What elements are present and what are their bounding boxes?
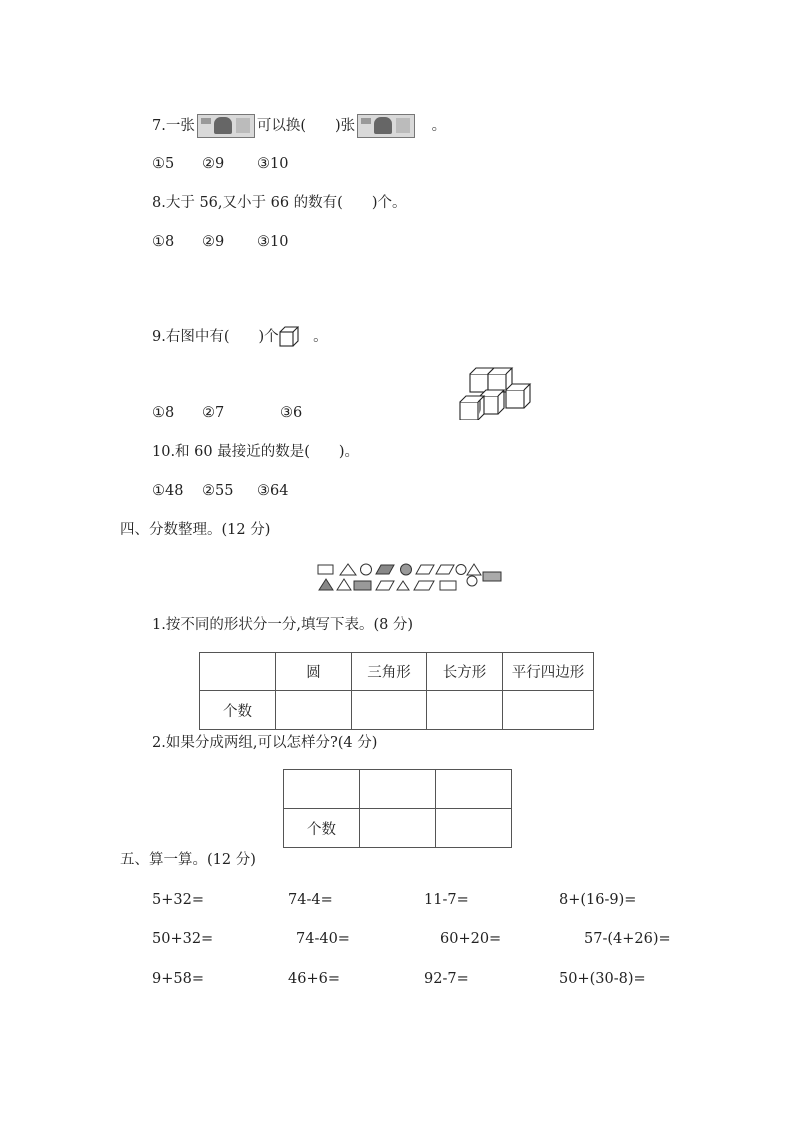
table-header-row — [200, 653, 594, 691]
calc-8: 57-(4+26)= — [584, 931, 671, 947]
cube-stack-figure — [458, 364, 532, 420]
question-7-middle: 可以换( )张 — [256, 118, 356, 134]
two-group-table — [283, 769, 512, 848]
calc-1: 5+32= — [152, 892, 204, 908]
calc-7: 60+20= — [440, 931, 502, 947]
option-1: ①48 — [152, 483, 184, 499]
question-9 — [152, 326, 328, 348]
calc-4: 8+(16-9)= — [559, 892, 637, 908]
answer-cell-parallelogram[interactable] — [503, 691, 594, 730]
option-3: ③6 — [280, 405, 303, 421]
table-header-cell — [200, 653, 276, 691]
table-row — [200, 691, 594, 730]
option-3: ③10 — [257, 234, 289, 250]
banknote-icon — [357, 114, 415, 138]
question-9-text: 9.右图中有( )个 — [152, 329, 279, 345]
banknote-icon — [197, 114, 255, 138]
question-7-suffix: 。 — [431, 118, 447, 134]
shape-count-table — [199, 652, 594, 730]
question-9-options — [152, 406, 302, 421]
calc-6: 74-40= — [296, 931, 350, 947]
question-7-prefix: 7.一张 — [152, 118, 195, 134]
calc-5: 50+32= — [152, 931, 214, 947]
group-1-header-cell[interactable] — [360, 770, 436, 809]
table-header-parallelogram: 平行四边形 — [503, 653, 594, 691]
answer-cell-triangle[interactable] — [352, 691, 427, 730]
question-8-options — [152, 235, 288, 250]
question-10: 10.和 60 最接近的数是( )。 — [152, 444, 360, 460]
table-header-row — [284, 770, 512, 809]
table-row-label: 个数 — [200, 691, 276, 730]
option-3: ③10 — [257, 156, 289, 172]
question-9-suffix: 。 — [313, 329, 328, 345]
cube-icon — [279, 326, 299, 348]
calc-10: 46+6= — [288, 971, 340, 987]
question-7 — [152, 114, 446, 138]
table-row — [284, 809, 512, 848]
question-7-options — [152, 157, 288, 172]
option-1: ①8 — [152, 405, 175, 421]
option-3: ③64 — [257, 483, 289, 499]
calc-11: 92-7= — [424, 971, 469, 987]
section-4-sub-2: 2.如果分成两组,可以怎样分?(4 分) — [152, 735, 378, 751]
answer-cell-circle[interactable] — [276, 691, 352, 730]
shapes-figure — [316, 562, 522, 594]
question-10-options — [152, 484, 288, 499]
option-2: ②7 — [202, 405, 225, 421]
group-2-header-cell[interactable] — [436, 770, 512, 809]
calc-2: 74-4= — [288, 892, 333, 908]
question-8: 8.大于 56,又小于 66 的数有( )个。 — [152, 195, 407, 211]
section-4-heading: 四、分数整理。(12 分) — [120, 522, 271, 538]
option-2: ②9 — [202, 156, 225, 172]
table-row-label: 个数 — [284, 809, 360, 848]
group-1-count-cell[interactable] — [360, 809, 436, 848]
table-header-circle: 圆 — [276, 653, 352, 691]
calc-12: 50+(30-8)= — [559, 971, 646, 987]
option-2: ②55 — [202, 483, 234, 499]
option-1: ①5 — [152, 156, 175, 172]
table-header-rectangle: 长方形 — [427, 653, 503, 691]
section-4-sub-1: 1.按不同的形状分一分,填写下表。(8 分) — [152, 617, 414, 633]
option-2: ②9 — [202, 234, 225, 250]
option-1: ①8 — [152, 234, 175, 250]
calc-3: 11-7= — [424, 892, 469, 908]
section-5-heading: 五、算一算。(12 分) — [120, 852, 256, 868]
table-header-triangle: 三角形 — [352, 653, 427, 691]
table-header-cell — [284, 770, 360, 809]
group-2-count-cell[interactable] — [436, 809, 512, 848]
calc-9: 9+58= — [152, 971, 204, 987]
answer-cell-rectangle[interactable] — [427, 691, 503, 730]
